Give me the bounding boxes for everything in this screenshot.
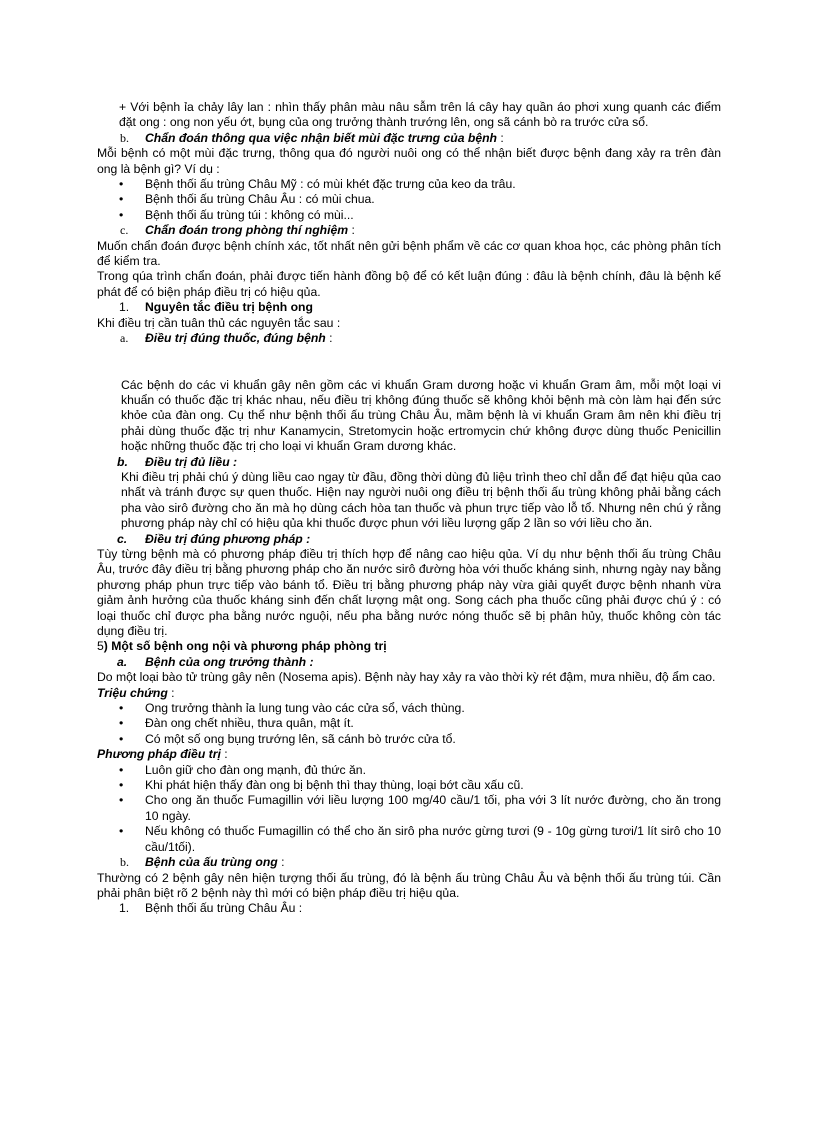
principle-b-title: Điều trị đủ liều : [145,454,238,469]
intro-paragraph: + Với bệnh ỉa chảy lây lan : nhìn thấy phân màu nâu sẫm trên lá cây hay quần áo phơi xung quanh các điểm đặt ong : ong non yếu ớt, bụng của ong trưởng thành trướng lên, ong sã cánh bò ra trước cửa sổ. [119,100,721,130]
section5-number: 5 [97,639,104,654]
list-item: • Ong trưởng thành ỉa lung tung vào các cửa sổ, vách thùng. [97,701,721,716]
treatment-list [97,763,721,855]
symptoms-list [97,701,721,747]
item1-marker: 1. [119,901,130,916]
symptoms-heading [97,686,721,701]
diag-c-marker: c. [120,223,129,238]
list-item: • Đàn ong chết nhiều, thưa quân, mật ít. [97,716,721,731]
principle-a-text: Các bệnh do các vi khuẩn gây nên gồm các vi khuẩn Gram dương hoặc vi khuẩn Gram âm, mỗi một loại vi khuẩn có thuốc đặc trị khác nhau, nếu điều trị không đúng thuốc sẽ không khỏi bệnh mà còn làm hại đến sức khỏe của đàn ong. Cụ thể như bệnh thối ấu trùng Châu Âu, mầm bệnh là vi khuẩn Gram âm nên khi điều trị phải dùng thuốc đặc trị như Kanamycin, Stretomycin hoặc ertromycin chứ không được dùng thuốc Penicillin hoặc những thuốc đặc trị cho loại vi khuẩn Gram dương khác. [121,377,721,454]
diag-b-marker: b. [120,130,129,145]
treatment-heading [97,747,721,762]
list-item: • Có một số ong bụng trướng lên, sã cánh bò trước cửa tổ. [97,732,721,747]
principles-intro: Khi điều trị cần tuân thủ các nguyên tắc sau : [97,315,341,330]
list-item: • Khi phát hiện thấy đàn ong bị bệnh thì thay thùng, loại bớt cầu xấu cũ. [97,778,721,793]
diag-b-heading [97,131,721,146]
principle-c-marker: c. [117,531,128,546]
diag-c-text1: Muốn chẩn đoán được bệnh chính xác, tốt nhất nên gửi bệnh phẩm về các cơ quan khoa học, các phòng phân tích để kiểm tra. [97,238,721,269]
list-item: • Cho ong ăn thuốc Fumagillin với liều lượng 100 mg/40 cầu/1 tối, pha với 3 lít nước đường, cho ăn trong 10 ngày. [97,793,721,824]
diag-b-text: Mỗi bệnh có một mùi đặc trưng, thông qua đó người nuôi ong có thể nhận biết được bệnh đang xảy ra trên đàn ong là bệnh gì? Ví dụ : [97,146,721,176]
principle-c-heading [97,532,721,547]
larva-disease-title: Bệnh của ấu trùng ong [145,855,278,870]
adult-disease-marker: a. [117,654,128,669]
principle-b-text: Khi điều trị phải chú ý dùng liều cao ngay từ đầu, đồng thời dùng đủ liệu trình theo chỉ dẫn để đạt hiệu qủa cao nhất và tránh được sự quen thuốc. Hiện nay người nuôi ong điều trị bệnh thối ấu trùng không phải bằng cách pha vào sirô đường cho ăn mà họ dùng cách hòa tan thuốc và phun trực tiếp vào lỗ tổ. Nhưng nên chú ý rằng phương pháp này chỉ có hiệu qủa khi thuốc được phun với liều lượng gấp 2 lần so với liều cho ăn. [121,469,721,531]
list-item: • Bệnh thối ấu trùng Châu Mỹ : có mùi khét đặc trưng của keo da trâu. [97,177,721,192]
principle-a-heading [97,331,721,346]
european-foulbrood-item [97,901,721,916]
symptoms-suffix: : [167,685,175,700]
diag-b-title: Chẩn đoán thông qua việc nhận biết mùi đặc trưng của bệnh [145,130,498,145]
list-item: • Bệnh thối ấu trùng túi : không có mùi... [97,208,721,223]
treatment-suffix: : [220,747,228,762]
diag-b-suffix: : [497,130,504,145]
adult-disease-heading [97,655,721,670]
principle-a-marker: a. [120,331,129,346]
adult-disease-title: Bệnh của ong trưởng thành : [145,654,314,669]
larva-disease-suffix: : [277,855,285,870]
adult-disease-text: Do một loại bào tử trùng gây nên (Nosema apis). Bệnh này hay xảy ra vào thời kỳ rét đậm, mưa nhiều, độ ẩm cao. [97,670,716,685]
list-item: • Nếu không có thuốc Fumagillin có thể cho ăn sirô pha nước gừng tươi (9 - 10g gừng tươi/1 lít sirô cho 10 cầu/1tối). [97,824,721,855]
treatment-label: Phương pháp điều trị [97,747,221,762]
item1-text: Bệnh thối ấu trùng Châu Âu : [145,901,303,916]
diag-c-suffix: : [348,223,355,238]
smell-list [97,177,721,223]
blank-gap [97,347,721,378]
section5-title: ) Một số bệnh ong nội và phương pháp phòng trị [103,639,387,654]
larva-disease-marker: b. [120,855,129,870]
principle-c-text: Tùy từng bệnh mà có phương pháp điều trị thích hợp để nâng cao hiệu qủa. Ví dụ như bệnh thối ấu trùng Châu Âu, trước đây điều trị bằng phương pháp cho ăn nước sirô đường hòa với thuốc kháng sinh, nhưng ngày nay bằng phương pháp phun trực tiếp vào bánh tổ. Điều trị bằng phương pháp này vừa giải quyết được bệnh nhanh vừa giảm ảnh hưởng của thuốc kháng sinh đến chất lượng mật ong. Song cách pha thuốc cũng phải được chú ý : có loại thuốc chỉ được pha bằng nước nguội, nếu pha bằng nước nóng thuốc sẽ bị phân hủy, thuốc không còn tác dụng điều trị. [97,546,721,638]
larva-disease-text: Thường có 2 bệnh gây nên hiện tượng thối ấu trùng, đó là bệnh ấu trùng Châu Âu và bệnh thối ấu trùng túi. Cần phải phân biệt rõ 2 bệnh này thì mới có biện pháp điều trị hiệu qủa. [97,870,721,900]
principles-marker: 1. [119,300,130,315]
principle-a-suffix: : [325,331,333,346]
principles-title: Nguyên tắc điều trị bệnh ong [145,300,313,315]
principle-a-title: Điều trị đúng thuốc, đúng bệnh [145,331,326,346]
diag-c-text2: Trong qúa trình chẩn đoán, phải được tiến hành đồng bộ để có kết luận đúng : đâu là bệnh chính, đâu là bệnh kế phát để có biện pháp điều trị có hiệu qủa. [97,269,721,299]
principle-b-heading [97,455,721,470]
principle-b-marker: b. [117,454,128,469]
principles-heading [97,300,721,315]
section5-heading [97,639,721,654]
diag-c-title: Chẩn đoán trong phòng thí nghiệm [145,223,349,238]
principle-c-title: Điều trị đúng phương pháp : [145,531,311,546]
document-page [97,100,721,917]
larva-disease-heading [97,855,721,870]
diag-c-heading [97,223,721,238]
list-item: • Bệnh thối ấu trùng Châu Âu : có mùi chua. [97,192,721,207]
list-item: • Luôn giữ cho đàn ong mạnh, đủ thức ăn. [97,763,721,778]
symptoms-label: Triệu chứng [97,685,168,700]
